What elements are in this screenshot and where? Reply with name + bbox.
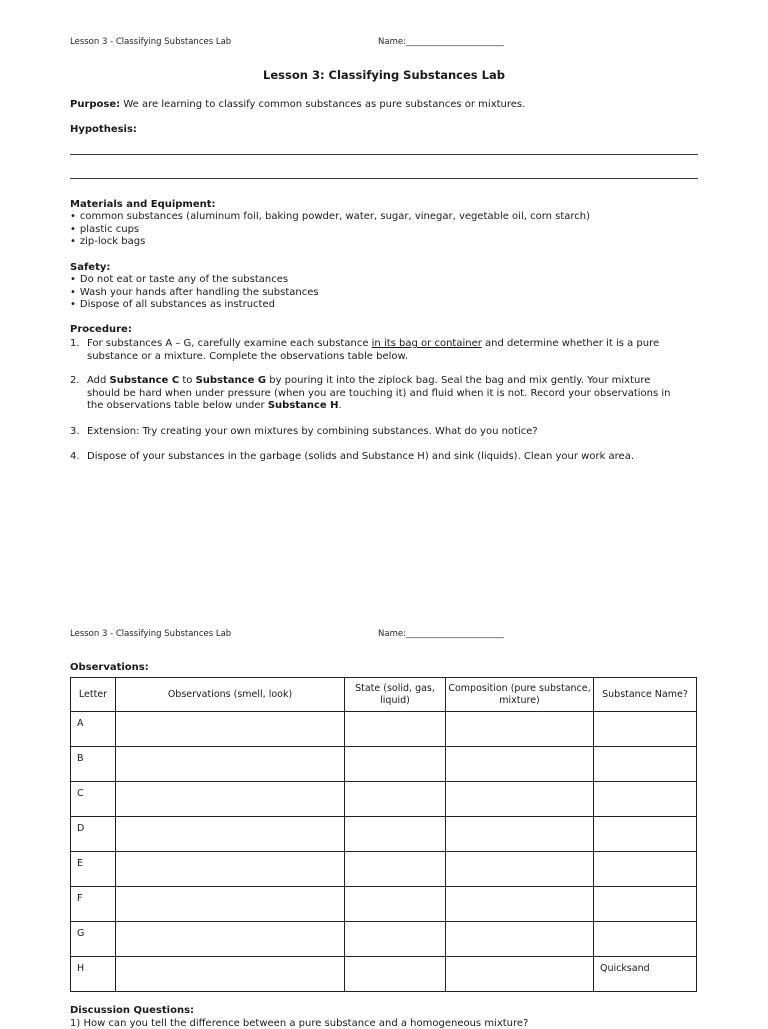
- cell-observations-text: [116, 957, 344, 963]
- discussion-question-1: 1) How can you tell the difference between a pure substance and a homogeneous mixture?: [70, 1018, 529, 1029]
- table-row: [71, 747, 697, 782]
- safety-list: [70, 274, 319, 312]
- cell-observations-text: [116, 747, 344, 753]
- safety-label: Safety:: [70, 262, 111, 273]
- cell-composition[interactable]: [446, 817, 594, 852]
- cell-observations-text: [116, 712, 344, 718]
- table-row: [71, 887, 697, 922]
- step-text: should be hard when under pressure (when you are touching it) and fluid when it is not. Record your observations in: [87, 387, 671, 399]
- cell-letter-text: G: [77, 928, 85, 939]
- cell-letter: [71, 922, 116, 957]
- cell-observations-text: [116, 922, 344, 928]
- step-number: 2.: [70, 375, 80, 386]
- cell-observations-text: [116, 782, 344, 788]
- list-item: • Dispose of all substances as instructed: [70, 299, 319, 312]
- table-row: [71, 782, 697, 817]
- step-text-bold: Substance H: [267, 400, 339, 412]
- step-text-bold: Substance G: [195, 375, 267, 386]
- list-item: • zip-lock bags: [70, 236, 590, 249]
- cell-observations[interactable]: [116, 922, 345, 957]
- step-text-underlined: in its bag or container: [371, 338, 482, 349]
- cell-observations[interactable]: [116, 887, 345, 922]
- cell-state-text: [345, 747, 445, 753]
- cell-state[interactable]: [345, 852, 446, 887]
- cell-composition[interactable]: [446, 957, 594, 992]
- column-header: Letter: [71, 678, 116, 712]
- hypothesis-answer-line-2: [70, 178, 698, 179]
- step-text: For substances A – G, carefully examine each substance: [87, 338, 372, 349]
- cell-state-text: [345, 852, 445, 858]
- cell-substance-name-text: [594, 782, 696, 788]
- cell-substance-name-text: [594, 887, 696, 893]
- purpose-text: We are learning to classify common substances as pure substances or mixtures.: [120, 99, 526, 110]
- step-text: Extension: Try creating your own mixtures by combining substances. What do you notice?: [87, 426, 538, 437]
- cell-letter-text: B: [77, 753, 84, 764]
- column-header: Composition (pure substance, mixture): [446, 678, 594, 712]
- cell-state-text: [345, 782, 445, 788]
- procedure-step-1: [70, 338, 700, 363]
- cell-substance-name-text: [594, 712, 696, 718]
- cell-state[interactable]: [345, 957, 446, 992]
- cell-state[interactable]: [345, 747, 446, 782]
- cell-letter-text: H: [77, 963, 85, 974]
- cell-composition[interactable]: [446, 852, 594, 887]
- cell-substance-name-text: [594, 747, 696, 753]
- cell-substance-name[interactable]: [594, 782, 697, 817]
- procedure-step-3: [70, 426, 700, 439]
- procedure-label: Procedure:: [70, 324, 132, 335]
- materials-label: Materials and Equipment:: [70, 199, 216, 210]
- cell-composition[interactable]: [446, 782, 594, 817]
- cell-observations-text: [116, 887, 344, 893]
- cell-letter: [71, 782, 116, 817]
- cell-substance-name[interactable]: [594, 922, 697, 957]
- cell-composition-text: [446, 852, 593, 858]
- hypothesis-answer-line-1: [70, 154, 698, 155]
- cell-composition-text: [446, 887, 593, 893]
- cell-substance-name-text: [594, 852, 696, 858]
- cell-state-text: [345, 887, 445, 893]
- cell-letter: [71, 852, 116, 887]
- cell-state-text: [345, 957, 445, 963]
- cell-substance-name-text: [594, 817, 696, 823]
- cell-composition[interactable]: [446, 747, 594, 782]
- cell-observations[interactable]: [116, 782, 345, 817]
- list-item: • Wash your hands after handling the substances: [70, 287, 319, 300]
- cell-state-text: [345, 712, 445, 718]
- discussion-label: Discussion Questions:: [70, 1005, 195, 1016]
- cell-state-text: [345, 817, 445, 823]
- step-text: to: [179, 375, 196, 386]
- step-text-bold: Substance C: [109, 375, 180, 386]
- cell-composition[interactable]: [446, 712, 594, 747]
- cell-letter: [71, 747, 116, 782]
- table-row: [71, 852, 697, 887]
- cell-composition-text: [446, 817, 593, 823]
- cell-letter: [71, 957, 116, 992]
- cell-state[interactable]: [345, 887, 446, 922]
- list-item: • plastic cups: [70, 224, 590, 237]
- observations-label: Observations:: [70, 662, 149, 673]
- cell-state[interactable]: [345, 782, 446, 817]
- cell-substance-name[interactable]: [594, 887, 697, 922]
- page-header-title: Lesson 3 - Classifying Substances Lab: [70, 37, 232, 47]
- cell-observations[interactable]: [116, 817, 345, 852]
- cell-observations[interactable]: [116, 712, 345, 747]
- cell-letter-text: E: [77, 858, 84, 869]
- step-text: Dispose of your substances in the garbage (solids and Substance H) and sink (liquids). Clean your work area.: [87, 451, 635, 462]
- cell-composition-text: [446, 782, 593, 788]
- step-text: .: [338, 400, 342, 412]
- cell-state[interactable]: [345, 817, 446, 852]
- cell-letter-text: D: [77, 823, 85, 834]
- step-text: and determine whether it is a pure: [481, 338, 660, 349]
- cell-letter-text: A: [77, 718, 84, 729]
- cell-composition[interactable]: [446, 887, 594, 922]
- purpose-label: Purpose:: [70, 99, 121, 110]
- cell-composition[interactable]: [446, 922, 594, 957]
- cell-composition-text: [446, 957, 593, 963]
- cell-substance-name-text: Quicksand: [600, 963, 650, 974]
- table-row: [71, 712, 697, 747]
- cell-state[interactable]: [345, 922, 446, 957]
- column-header: Substance Name?: [594, 678, 697, 712]
- cell-state-text: [345, 922, 445, 928]
- materials-list: [70, 211, 590, 249]
- column-header: Observations (smell, look): [116, 678, 345, 712]
- column-header: State (solid, gas, liquid): [345, 678, 446, 712]
- page-header-name-field: Name:_______________________: [378, 37, 504, 47]
- cell-composition-text: [446, 922, 593, 928]
- step-number: 3.: [70, 426, 80, 437]
- cell-observations[interactable]: [116, 852, 345, 887]
- step-number: 1.: [70, 338, 80, 349]
- cell-substance-name[interactable]: [594, 747, 697, 782]
- list-item: • common substances (aluminum foil, baking powder, water, sugar, vinegar, vegetable oil, corn starch): [70, 211, 590, 224]
- cell-substance-name[interactable]: [594, 957, 697, 992]
- cell-substance-name[interactable]: [594, 817, 697, 852]
- hypothesis-label: Hypothesis:: [70, 124, 137, 135]
- cell-observations[interactable]: [116, 957, 345, 992]
- cell-substance-name[interactable]: [594, 852, 697, 887]
- table-row: [71, 957, 697, 992]
- procedure-step-2: [70, 375, 700, 413]
- cell-letter: [71, 817, 116, 852]
- cell-observations-text: [116, 817, 344, 823]
- step-text: the observations table below under: [87, 400, 268, 412]
- cell-letter: [71, 712, 116, 747]
- cell-composition-text: [446, 712, 593, 718]
- cell-substance-name-text: [594, 922, 696, 928]
- cell-letter-text: C: [77, 788, 84, 799]
- observations-table: [70, 677, 697, 992]
- step-text: substance or a mixture. Complete the observations table below.: [87, 350, 408, 362]
- table-row: [71, 817, 697, 852]
- cell-substance-name[interactable]: [594, 712, 697, 747]
- purpose-line: [70, 99, 525, 110]
- list-item: • Do not eat or taste any of the substances: [70, 274, 319, 287]
- cell-letter: [71, 887, 116, 922]
- table-row: [71, 922, 697, 957]
- procedure-step-4: [70, 451, 700, 464]
- cell-observations-text: [116, 852, 344, 858]
- step-text: Add: [87, 375, 110, 386]
- cell-letter-text: F: [77, 893, 83, 904]
- table-header-row: [71, 678, 697, 712]
- page-header-name-field: Name:_______________________: [378, 629, 504, 639]
- cell-composition-text: [446, 747, 593, 753]
- cell-observations[interactable]: [116, 747, 345, 782]
- step-number: 4.: [70, 451, 80, 462]
- step-text: by pouring it into the ziplock bag. Seal the bag and mix gently. Your mixture: [266, 375, 651, 386]
- cell-state[interactable]: [345, 712, 446, 747]
- document-title: Lesson 3: Classifying Substances Lab: [263, 68, 505, 82]
- page-header-title: Lesson 3 - Classifying Substances Lab: [70, 629, 232, 639]
